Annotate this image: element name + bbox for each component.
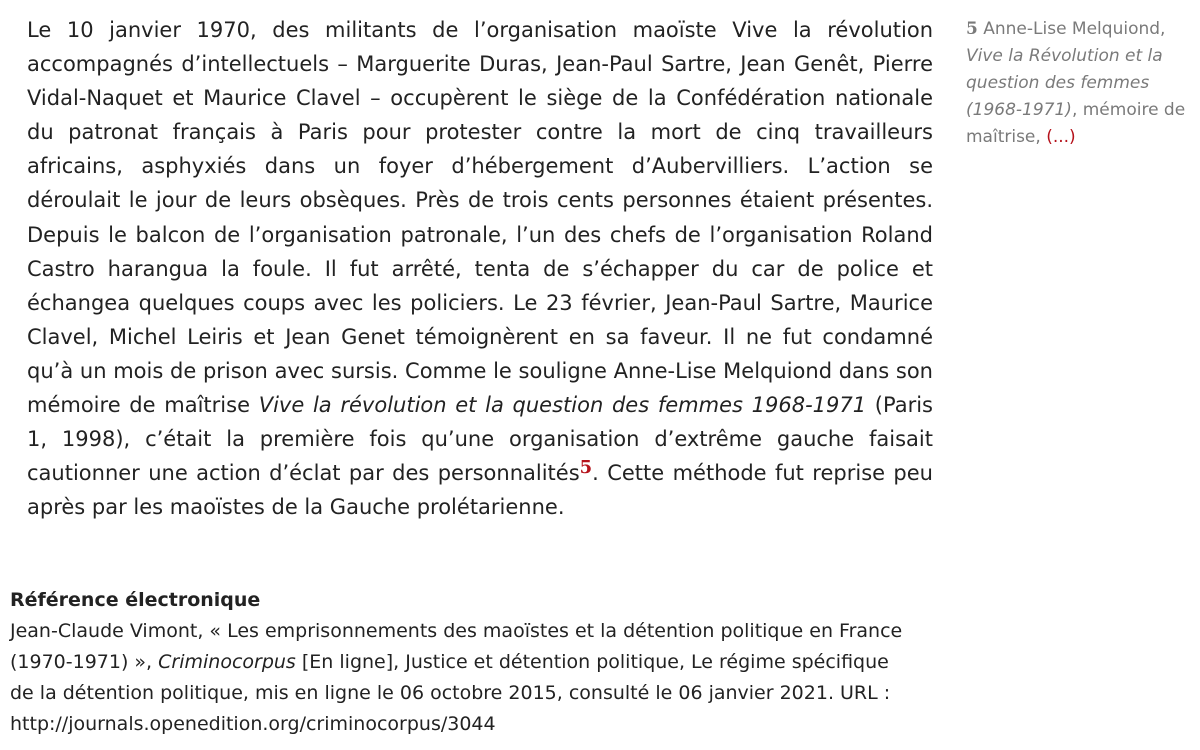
paragraph-text-part3: . Cette méthode fut reprise peu après par les maoïstes de la Gauche prolétarienne.: [27, 461, 933, 520]
paragraph-text-part1: Le 10 janvier 1970, des militants de l’organisation maoïste Vive la révolution accompagnés d’intellectuels – Marguerite Duras, Jean-Paul Sartre, Jean Genêt, Pierre Vidal-Naquet et Maurice Clavel – occupèrent le siège de la Confédération nationale du patronat français à Paris pour protester contre la mort de cinq travailleurs africains, asphyxiés dans un foyer d’hébergement d’Aubervilliers. L’action se déroulait le jour de leurs obsèques. Près de trois cents personnes étaient présentes. Depuis le balcon de l’organisation patronale, l’un des chefs de l’organisation Roland Castro harangua la foule. Il fut arrêté, tenta de s’échapper du car de police et échangea quelques coups avec les policiers. Le 23 février, Jean-Paul Sartre, Maurice Clavel, Michel Leiris et Jean Genet témoignèrent en sa faveur. Il ne fut condamné qu’à un mois de prison avec sursis. Comme le souligne Anne-Lise Melquiond dans son mémoire de maîtrise: [27, 18, 933, 418]
reference-text-part1: Jean-Claude Vimont, « Les emprisonnements des maoïstes et la détention politique en France (1970-1971) »,: [10, 620, 903, 673]
article-paragraph: [27, 13, 933, 524]
sidenote-title: Vive la Révolution et la question des femmes (1968-1971): [966, 46, 1163, 120]
paragraph-text-part2: (Paris 1, 1998), c’était la première fois qu’une organisation d’extrême gauche faisait cautionner une action d’éclat par des personnalités: [27, 393, 934, 486]
reference-text-part2: [En ligne], Justice et détention politique, Le régime spécifique de la détention politique, mis en ligne le 06 octobre 2015, consulté le 06 janvier 2021. URL : http://journals.openedition.org/criminocorpus/3044: [10, 651, 891, 735]
paragraph-book-title: Vive la révolution et la question des femmes 1968-1971: [258, 393, 867, 418]
sidenote-number: 5: [966, 19, 978, 39]
reference-citation: [10, 616, 910, 740]
sidenote-more-link[interactable]: (...): [1046, 127, 1076, 147]
reference-journal: Criminocorpus: [158, 651, 296, 673]
electronic-reference: [10, 586, 910, 740]
sidenote-author: Anne-Lise Melquiond,: [977, 19, 1166, 39]
reference-heading: Référence électronique: [10, 589, 261, 611]
sidenote-rest: , mémoire de maîtrise,: [966, 100, 1186, 147]
sidenote-5: [966, 16, 1196, 151]
footnote-link-5[interactable]: 5: [579, 457, 593, 479]
